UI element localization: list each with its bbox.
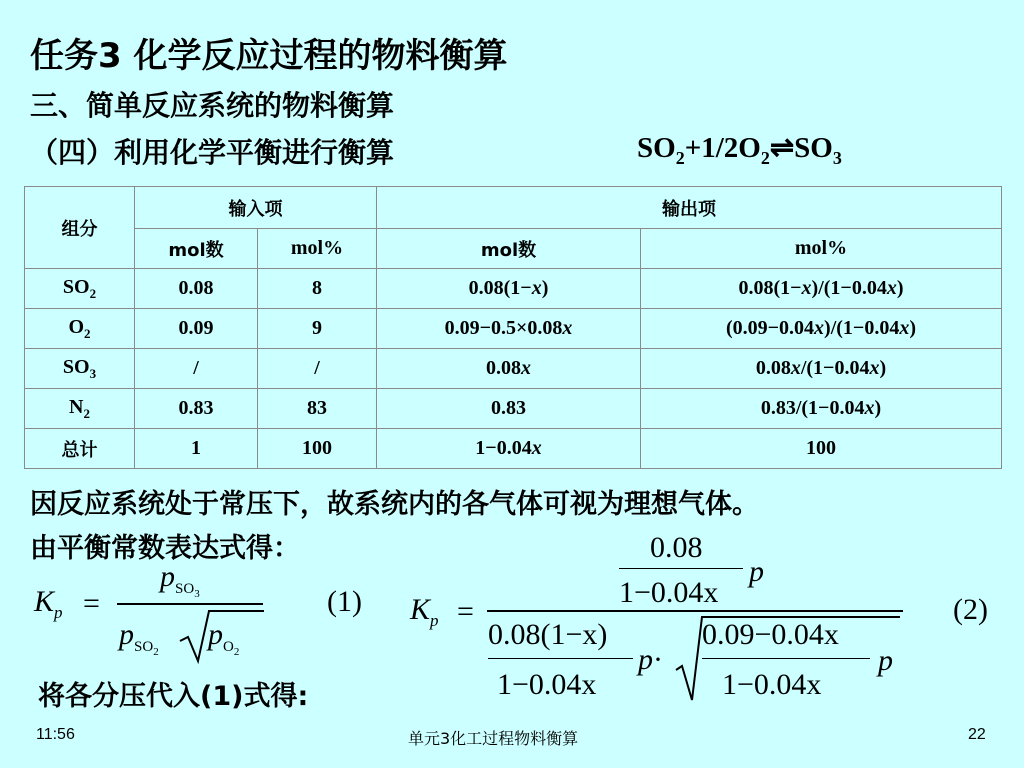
table-cell: 0.08(1−x) xyxy=(377,269,641,309)
table-cell: 0.08(1−x)/(1−0.04x) xyxy=(641,269,1002,309)
table-row xyxy=(25,349,1002,389)
table-cell: 0.83 xyxy=(135,389,258,429)
footer-page-number: 22 xyxy=(968,726,986,743)
eq1-label: (1) xyxy=(327,585,362,618)
eq2-label: (2) xyxy=(953,593,988,626)
eq1-numerator: $p_{SO_3}$ xyxy=(160,560,200,600)
table-cell: / xyxy=(135,349,258,389)
header-component: 组分 xyxy=(25,187,135,269)
subheader-input-molpct: mol% xyxy=(258,229,377,269)
eq1-denominator-o2: $p_{O_2}$ xyxy=(208,618,240,658)
eq2-right-denominator: 1−0.04x xyxy=(722,668,822,701)
table-row xyxy=(25,389,1002,429)
component-name: 总计 xyxy=(25,429,135,469)
subheader-input-mol: mol数 xyxy=(135,229,258,269)
component-name: $O_2$ xyxy=(25,309,135,349)
component-name: $N_2$ xyxy=(25,389,135,429)
eq2-right-numerator: 0.09−0.04x xyxy=(702,618,839,651)
table-cell: 0.09 xyxy=(135,309,258,349)
table-cell: 0.08 xyxy=(135,269,258,309)
component-name: $SO_2$ xyxy=(25,269,135,309)
section-heading: 三、简单反应系统的物料衡算 xyxy=(30,89,395,122)
eq2-top-numerator: 0.08 xyxy=(650,531,703,564)
eq2-left-denominator: 1−0.04x xyxy=(497,668,597,701)
table-cell: (0.09−0.04x)/(1−0.04x) xyxy=(641,309,1002,349)
table-cell: 100 xyxy=(258,429,377,469)
eq2-equals: = xyxy=(457,595,474,628)
eq2-right-bar xyxy=(702,658,870,659)
eq2-mid-p: p· xyxy=(638,643,663,676)
table-cell: 0.08x xyxy=(377,349,641,389)
subheader-output-mol: mol数 xyxy=(377,229,641,269)
reaction-equation: $SO_2+1/2O_2\rightleftharpoons SO_3$ xyxy=(637,132,842,168)
table-cell: 0.83/(1−0.04x) xyxy=(641,389,1002,429)
header-output: 输出项 xyxy=(377,187,1002,229)
eq2-left-bar xyxy=(488,658,633,659)
page-title: 任务3 化学反应过程的物料衡算 xyxy=(30,36,508,76)
eq1-denominator-so2: $p_{SO_2}$ xyxy=(119,618,159,658)
table-cell: 0.09−0.5×0.08x xyxy=(377,309,641,349)
eq2-right-p: p xyxy=(878,644,893,677)
substitution-note: 将各分压代入(1)式得: xyxy=(38,681,309,712)
table-cell: 8 xyxy=(258,269,377,309)
table-cell: 83 xyxy=(258,389,377,429)
table-cell: 0.08x/(1−0.04x) xyxy=(641,349,1002,389)
table-cell: 1 xyxy=(135,429,258,469)
eq2-top-p: p xyxy=(749,555,764,588)
equilibrium-intro: 由平衡常数表达式得： xyxy=(30,533,300,564)
table-cell: 9 xyxy=(258,309,377,349)
table-cell: 1−0.04x xyxy=(377,429,641,469)
header-input: 输入项 xyxy=(135,187,377,229)
table-cell: 0.83 xyxy=(377,389,641,429)
eq2-top-bar xyxy=(619,568,743,569)
table-row xyxy=(25,429,1002,469)
subheader-output-molpct: mol% xyxy=(641,229,1002,269)
table-cell: / xyxy=(258,349,377,389)
footer-time: 11:56 xyxy=(36,726,75,743)
eq2-left-numerator: 0.08(1−x) xyxy=(488,618,608,651)
eq1-equals: = xyxy=(83,587,100,620)
component-name: $SO_3$ xyxy=(25,349,135,389)
eq2-K: $K_p$ xyxy=(410,593,439,630)
footer-title: 单元3化工过程物料衡算 xyxy=(408,729,579,748)
table-cell: 100 xyxy=(641,429,1002,469)
subsection-heading: （四）利用化学平衡进行衡算 xyxy=(30,136,395,169)
ideal-gas-statement: 因反应系统处于常压下，故系统内的各气体可视为理想气体。 xyxy=(30,489,759,520)
material-balance-table xyxy=(24,186,1002,469)
table-row xyxy=(25,269,1002,309)
eq1-K: $K_p$ xyxy=(34,585,63,622)
eq2-top-denominator: 1−0.04x xyxy=(619,576,719,609)
table-row xyxy=(25,309,1002,349)
